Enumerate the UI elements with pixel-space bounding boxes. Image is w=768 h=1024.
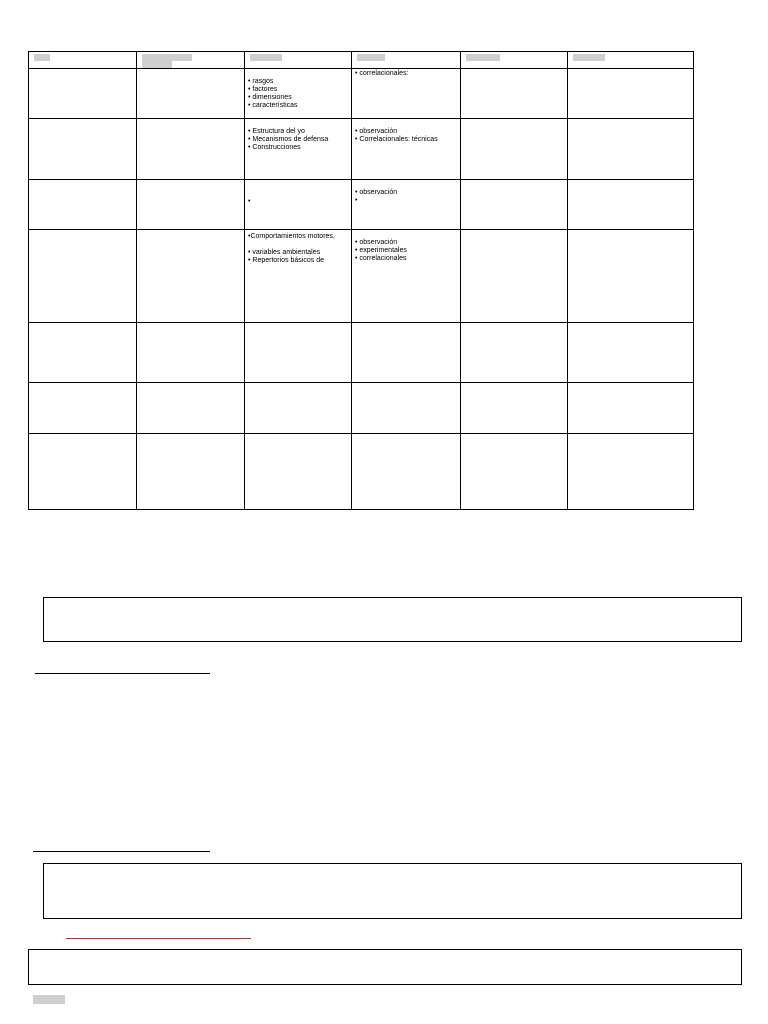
header-cell-3 [245, 52, 352, 69]
cell-line: • Repertorios básicos de [248, 256, 324, 264]
header-cell-1 [29, 52, 137, 69]
table-row [29, 69, 694, 119]
table-cell [245, 323, 352, 383]
cell-line: • observación [355, 128, 398, 136]
text-box-2 [43, 863, 742, 919]
header-cell-5 [461, 52, 568, 69]
table-row [29, 383, 694, 433]
table-cell [352, 383, 461, 433]
cell-line: •Comportamientos motores, [248, 232, 335, 240]
table-cell [29, 383, 137, 433]
cell-line: • Estructura del yo [248, 128, 305, 136]
table-cell [461, 119, 568, 179]
cell-line: • experimentales [355, 246, 407, 254]
table-cell [137, 323, 245, 383]
cell-line: • observación [355, 188, 398, 196]
table-cell [568, 433, 694, 509]
table-row [29, 323, 694, 383]
text-box-3 [28, 949, 742, 985]
table-cell [29, 179, 137, 229]
table-cell [245, 69, 352, 119]
cell-line: • Construcciones [248, 144, 301, 152]
cell-line: • correlacionales: [355, 70, 409, 78]
redacted-text [357, 54, 385, 61]
table-row [29, 229, 694, 322]
table-cell [352, 323, 461, 383]
redacted-text [142, 54, 192, 61]
table-cell [245, 383, 352, 433]
table-cell [29, 119, 137, 179]
cell-line: • [248, 197, 251, 205]
section-underline-1 [35, 673, 210, 674]
cell-line: • dimensiones [248, 94, 292, 102]
table-cell [245, 229, 352, 322]
table-cell [29, 229, 137, 322]
table-cell [137, 179, 245, 229]
redacted-text [34, 54, 50, 61]
header-cell-6 [568, 52, 694, 69]
table-row [29, 119, 694, 179]
table-cell [461, 383, 568, 433]
table-cell [137, 119, 245, 179]
table-cell [352, 433, 461, 509]
cell-line: • variables ambientales [248, 248, 321, 256]
table-cell [461, 229, 568, 322]
cell-line: • Mecanismos de defensa [248, 136, 329, 144]
table-cell [461, 69, 568, 119]
cell-line: • observación [355, 238, 398, 246]
table-cell [245, 119, 352, 179]
data-table [28, 51, 694, 510]
table-cell [137, 69, 245, 119]
table-cell [29, 323, 137, 383]
table-cell [352, 179, 461, 229]
table-cell [568, 69, 694, 119]
cell-line: • características [248, 102, 298, 110]
table-cell [352, 119, 461, 179]
table-cell [352, 229, 461, 322]
table-cell [568, 179, 694, 229]
redacted-text [142, 61, 172, 68]
table-row [29, 179, 694, 229]
table-cell [352, 69, 461, 119]
table-cell [137, 433, 245, 509]
table-cell [461, 433, 568, 509]
cell-line [248, 241, 348, 249]
table-cell [568, 119, 694, 179]
table-cell [461, 323, 568, 383]
table-cell [568, 383, 694, 433]
red-underline [66, 938, 251, 939]
cell-line: • [355, 196, 358, 204]
table-cell [137, 229, 245, 322]
text-box-1 [43, 597, 742, 642]
table-cell [568, 323, 694, 383]
table-cell [461, 179, 568, 229]
cell-line: • rasgos [248, 78, 274, 86]
table-cell [137, 383, 245, 433]
cell-line: • correlacionales [355, 254, 407, 262]
header-cell-4 [352, 52, 461, 69]
redacted-text [250, 54, 282, 61]
table-cell [29, 69, 137, 119]
header-cell-2 [137, 52, 245, 69]
redacted-text [33, 995, 65, 1004]
table-header-row [29, 52, 694, 69]
table-cell [29, 433, 137, 509]
redacted-text [573, 54, 605, 61]
cell-line: • factores [248, 86, 278, 94]
redacted-text [466, 54, 500, 61]
table-cell [568, 229, 694, 322]
table-row [29, 433, 694, 509]
table-cell [245, 433, 352, 509]
table-cell [245, 179, 352, 229]
cell-line: • Correlacionales: técnicas [355, 136, 438, 144]
section-underline-2 [33, 851, 210, 852]
